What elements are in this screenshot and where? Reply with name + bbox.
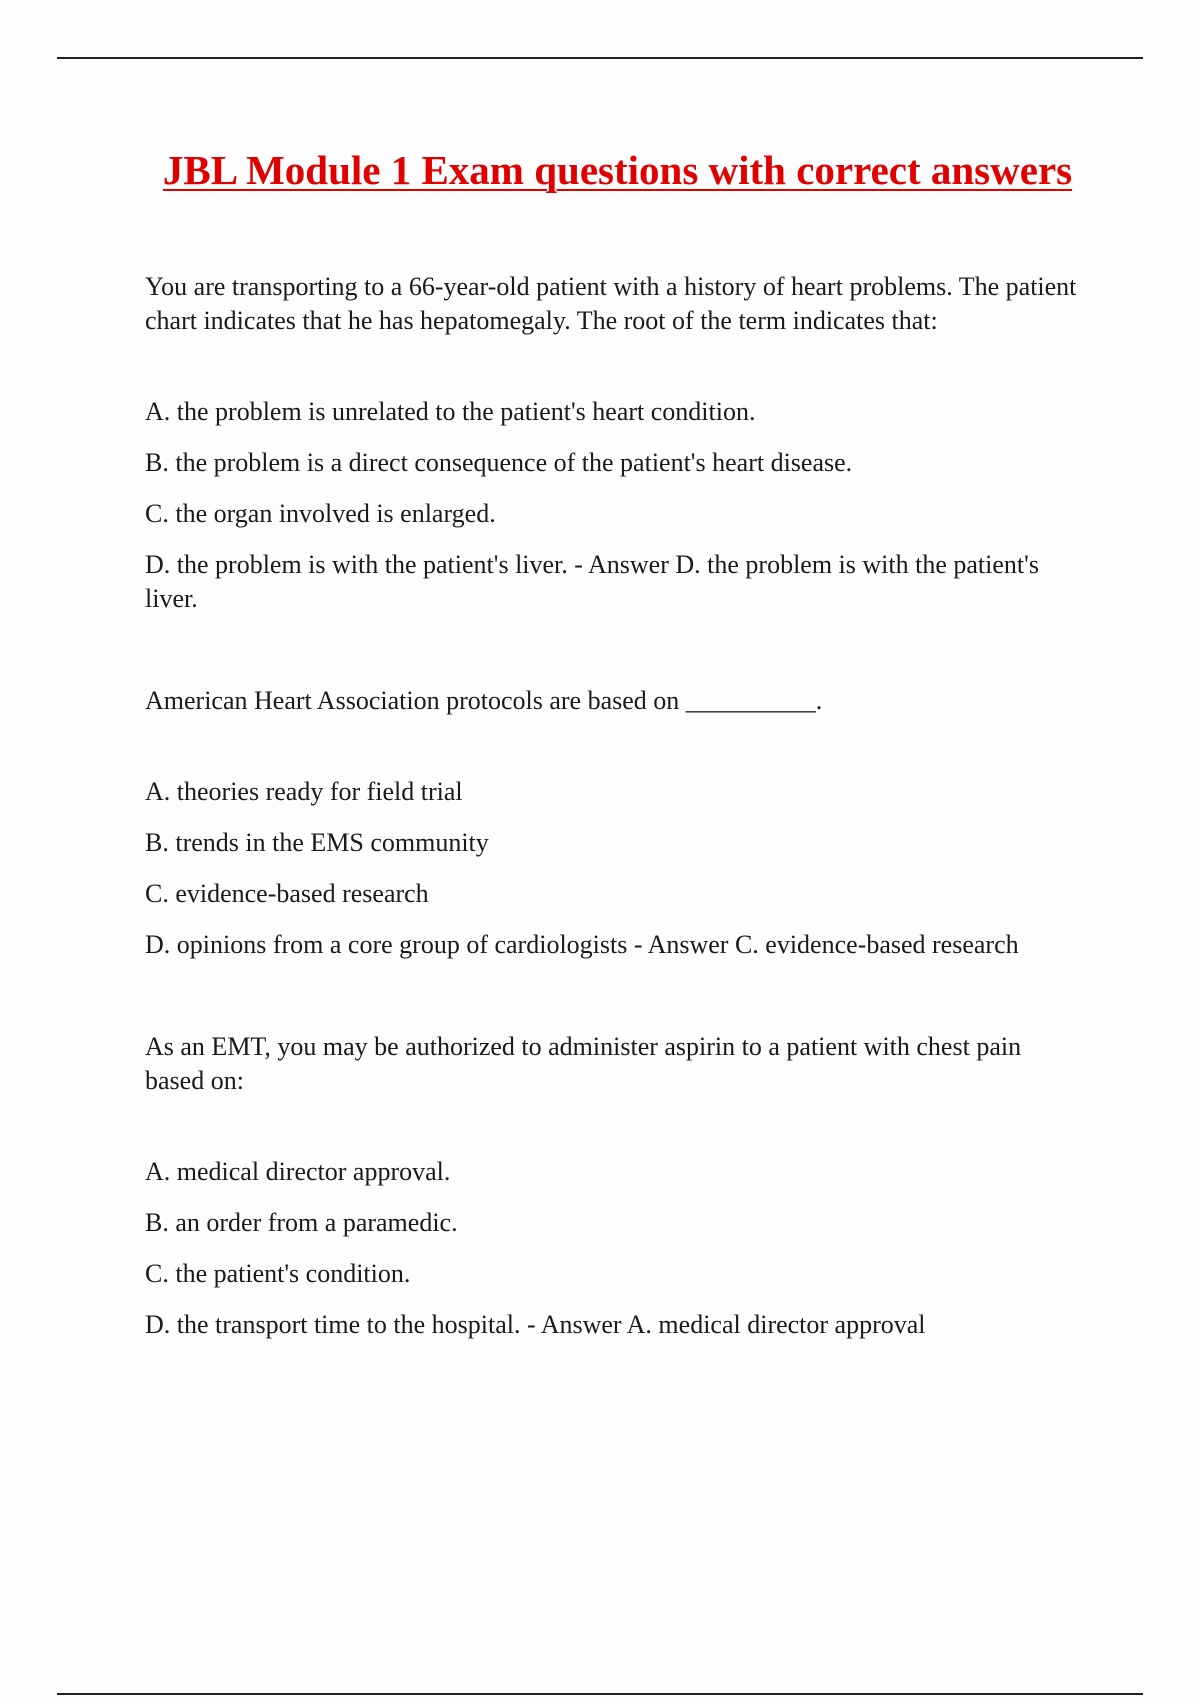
option-c: C. evidence-based research [145, 879, 429, 908]
option-d-answer: D. the transport time to the hospital. - Answer A. medical director approval [145, 1310, 926, 1339]
question-2 [145, 684, 1085, 962]
header-rule [57, 57, 1143, 59]
question-prompt: As an EMT, you may be authorized to administer aspirin to a patient with chest pain based on: [145, 1032, 1022, 1095]
option-b: B. trends in the EMS community [145, 828, 489, 857]
option-list [145, 395, 1085, 616]
option-c: C. the patient's condition. [145, 1259, 411, 1288]
option-list [145, 775, 1085, 962]
document-title: JBL Module 1 Exam questions with correct answers [162, 147, 1073, 193]
option-c: C. the organ involved is enlarged. [145, 499, 496, 528]
question-list [145, 270, 1085, 1410]
option-d-answer: D. the problem is with the patient's liver. - Answer D. the problem is with the patient's liver. [145, 550, 1039, 613]
footer-rule [57, 1693, 1143, 1695]
option-b: B. an order from a paramedic. [145, 1208, 458, 1237]
option-b: B. the problem is a direct consequence of the patient's heart disease. [145, 448, 853, 477]
question-3 [145, 1030, 1085, 1342]
question-prompt: You are transporting to a 66-year-old patient with a history of heart problems. The patient chart indicates that he has hepatomegaly. The root of the term indicates that: [145, 272, 1077, 335]
question-1 [145, 270, 1085, 616]
option-a: A. the problem is unrelated to the patient's heart condition. [145, 397, 756, 426]
option-a: A. theories ready for field trial [145, 777, 463, 806]
option-list [145, 1155, 1085, 1342]
option-a: A. medical director approval. [145, 1157, 451, 1186]
option-d-answer: D. opinions from a core group of cardiologists - Answer C. evidence-based research [145, 930, 1019, 959]
question-prompt: American Heart Association protocols are based on __________. [145, 686, 823, 715]
